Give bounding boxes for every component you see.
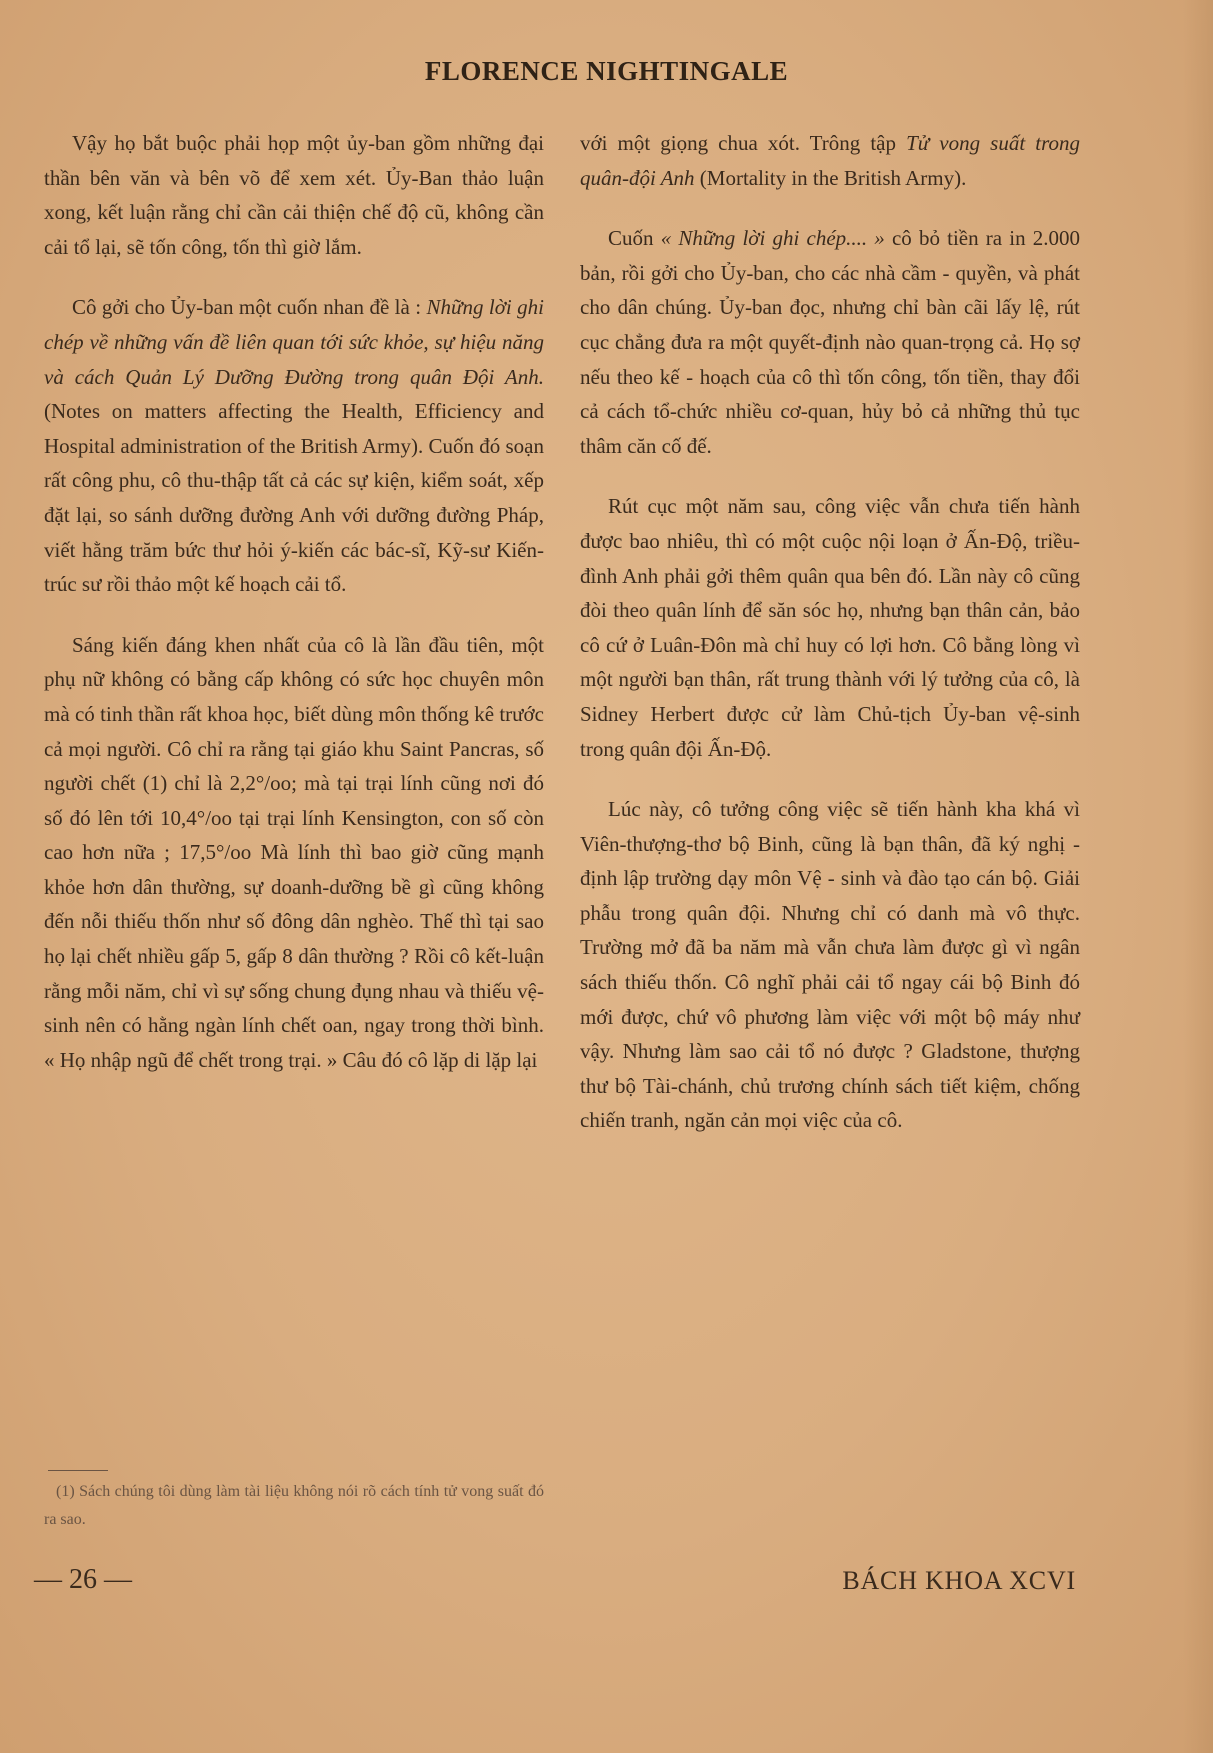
left-paragraph-1: Vậy họ bắt buộc phải họp một ủy-ban gồm những đại thần bên văn và bên võ để xem xét. Ủy-Ban thảo luận xong, kết luận rằng chỉ cần cải thiện chế độ cũ, không cần cải tổ lại, sẽ tốn công, tốn thì giờ lắm. xyxy=(44,131,544,259)
book-title-vietnamese: Những lời ghi chép về những vấn đề liên quan tới sức khỏe, sự hiệu năng và cách Quản Lý Dưỡng Đường trong quân Đội Anh. xyxy=(44,295,545,389)
right-paragraph-1-lead: với một giọng chua xót. Trông tập xyxy=(580,131,896,155)
left-column xyxy=(44,126,544,1103)
publication-title: BÁCH KHOA XCVI xyxy=(842,1566,1076,1595)
left-paragraph-2-body: (Notes on matters affecting the Health, Efficiency and Hospital administration of the British Army). Cuốn đó soạn rất công phu, cô thu-thập tất cả các sự kiện, kiểm soát, xếp đặt lại, so sánh dưỡng đường Anh với dưỡng đường Pháp, viết hằng trăm bức thư hỏi ý-kiến các bác-sĩ, Kỹ-sư Kiến-trúc sư rồi thảo một kế hoạch cải tổ. xyxy=(44,399,544,597)
right-column xyxy=(580,126,1080,1164)
left-paragraph-2 xyxy=(44,290,544,601)
running-title: FLORENCE NIGHTINGALE xyxy=(424,56,789,86)
right-paragraph-4: Lúc này, cô tưởng công việc sẽ tiến hành kha khá vì Viên-thượng-thơ bộ Binh, cũng là bạn thân, đã ký nghị - định lập trường dạy môn Vệ - sinh và đào tạo cán bộ. Giải phẫu trong quân đội. Nhưng chỉ có danh mà vô thực. Trường mở đã ba năm mà vẫn chưa làm được gì vì ngân sách thiếu thốn. Cô nghĩ phải cải tổ ngay cái bộ Binh đó mới được, chứ vô phương làm việc với một bộ máy như vậy. Nhưng làm sao cải tổ nó được ? Gladstone, thượng thư bộ Tài-chánh, chủ trương chính sách tiết kiệm, chống chiến tranh, ngăn cản mọi việc của cô. xyxy=(580,797,1080,1133)
notes-title-quote: « Những lời ghi chép.... » xyxy=(660,226,885,251)
right-paragraph-1 xyxy=(580,126,1080,195)
left-paragraph-3: Sáng kiến đáng khen nhất của cô là lần đầu tiên, một phụ nữ không có bằng cấp không có sức học chuyên môn mà có tinh thần rất khoa học, biết dùng môn thống kê trước cả mọi người. Cô chỉ ra rằng tại giáo khu Saint Pancras, số người chết (1) chỉ là 2,2°/oo; mà tại trại lính cũng nơi đó số đó lên tới 10,4°/oo tại trại lính Kensington, con số còn cao hơn nữa ; 17,5°/oo Mà lính thì bao giờ cũng mạnh khỏe hơn dân thường, sự doanh-dưỡng bề gì cũng không đến nỗi thiếu thốn như số đông dân nghèo. Thế thì tại sao họ lại chết nhiều gấp 5, gấp 8 dân thường ? Rồi cô kết-luận rằng mỗi năm, chỉ vì sự sống chung đụng nhau và thiếu vệ-sinh nên có hằng ngàn lính chết oan, ngay trong thời bình. « Họ nhập ngũ để chết trong trại. » Câu đó cô lặp di lặp lại xyxy=(44,632,544,1072)
footnote-divider xyxy=(48,1470,108,1471)
footnote xyxy=(44,1478,544,1534)
right-paragraph-1-rest: (Mortality in the British Army). xyxy=(699,165,967,190)
page-edge-shadow xyxy=(1183,0,1213,1753)
page-number: — 26 — xyxy=(34,1564,132,1595)
mortality-title: Tử vong suất trong quân-đội Anh xyxy=(580,131,1080,190)
right-paragraph-3: Rút cục một năm sau, công việc vẫn chưa tiến hành được bao nhiêu, thì có một cuộc nội loạn ở Ấn-Độ, triều-đình Anh phải gởi thêm quân qua bên đó. Lần này cô cũng đòi theo quân lính để săn sóc họ, nhưng bạn thân cản, bảo cô cứ ở Luân-Đôn mà chỉ huy có lợi hơn. Cô bằng lòng vì một người bạn thân, rất trung thành với lý tưởng của cô, là Sidney Herbert được cử làm Chủ-tịch Ủy-ban vệ-sinh trong quân đội Ấn-Độ. xyxy=(580,494,1080,761)
right-paragraph-2 xyxy=(580,221,1080,463)
right-paragraph-2-body: cô bỏ tiền ra in 2.000 bản, rồi gởi cho Ủy-ban, cho các nhà cầm - quyền, và phát cho dân chúng. Ủy-ban đọc, nhưng chỉ bàn cãi lấy lệ, rút cục chẳng đưa ra một quyết-định nào quan-trọng cả. Họ sợ nếu theo kế - hoạch của cô thì tốn công, tốn tiền, thay đổi cả cách tổ-chức nhiều cơ-quan, hủy bỏ cả những thủ tục thâm căn cố đế. xyxy=(580,226,1081,458)
footnote-text: (1) Sách chúng tôi dùng làm tài liệu không nói rõ cách tính tử vong suất đó ra sao. xyxy=(44,1483,544,1528)
left-paragraph-2-lead: Cô gởi cho Ủy-ban một cuốn nhan đề là : xyxy=(72,295,422,320)
right-paragraph-2-lead: Cuốn xyxy=(608,226,654,251)
